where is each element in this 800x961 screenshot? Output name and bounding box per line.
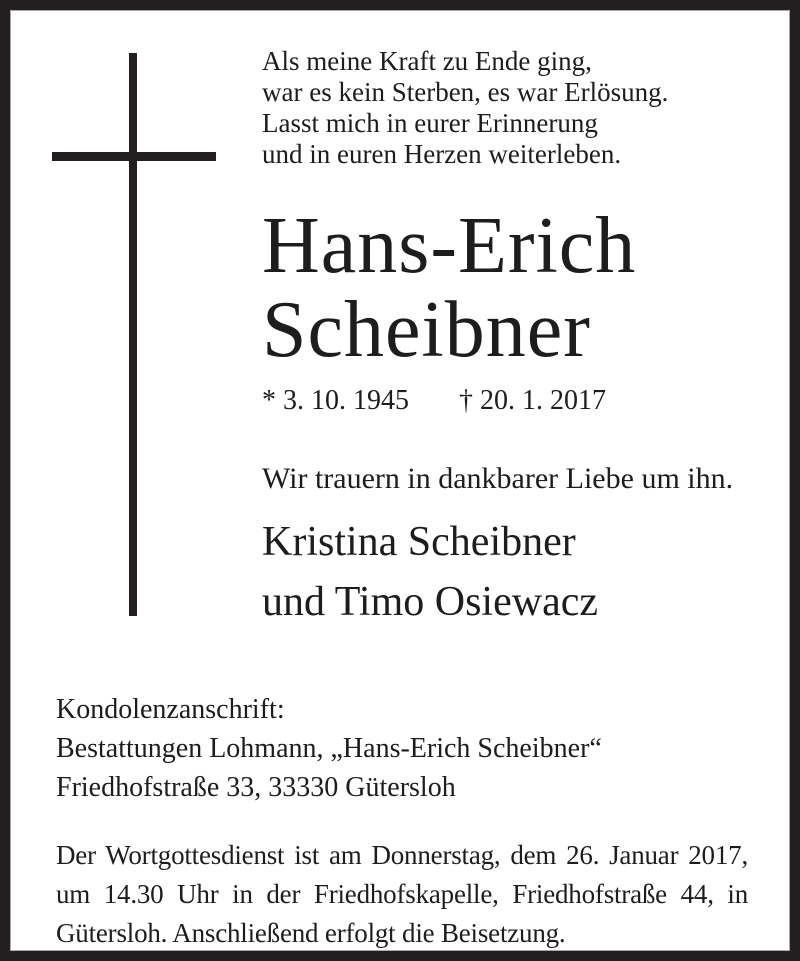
deceased-name-line2: Scheibner — [262, 286, 591, 374]
deceased-name — [262, 204, 636, 372]
service-information — [56, 836, 748, 953]
service-line: Der Wortgottesdienst ist am Donnerstag, dem 26. Januar 2017, — [56, 840, 748, 870]
memorial-verse — [262, 46, 668, 170]
death-date: † 20. 1. 2017 — [459, 385, 606, 416]
cross-vertical-bar — [129, 53, 137, 616]
mourner-name: und Timo Osiewacz — [262, 579, 598, 625]
mourners — [262, 512, 598, 632]
condolence-address — [56, 690, 602, 807]
deceased-name-line1: Hans-Erich — [262, 202, 637, 290]
verse-line: Lasst mich in eurer Erinnerung — [262, 108, 598, 138]
condolence-heading: Kondolenzanschrift: — [56, 694, 285, 725]
cross-horizontal-bar — [52, 152, 216, 161]
mourning-intro: Wir trauern in dankbarer Liebe um ihn. — [262, 462, 734, 495]
birth-date: * 3. 10. 1945 — [262, 385, 409, 416]
verse-line: und in euren Herzen weiterleben. — [262, 139, 622, 169]
service-line: Gütersloh. Anschließend erfolgt die Beisetzung. — [56, 918, 566, 948]
condolence-line: Friedhofstraße 33, 33330 Gütersloh — [56, 772, 456, 803]
service-line: um 14.30 Uhr in der Friedhofskapelle, Friedhofstraße 44, in — [56, 879, 748, 909]
verse-line: war es kein Sterben, es war Erlösung. — [262, 77, 669, 107]
condolence-line: Bestattungen Lohmann, „Hans-Erich Scheibner“ — [56, 733, 602, 764]
life-dates — [262, 384, 606, 418]
mourner-name: Kristina Scheibner — [262, 519, 576, 565]
verse-line: Als meine Kraft zu Ende ging, — [262, 46, 592, 76]
